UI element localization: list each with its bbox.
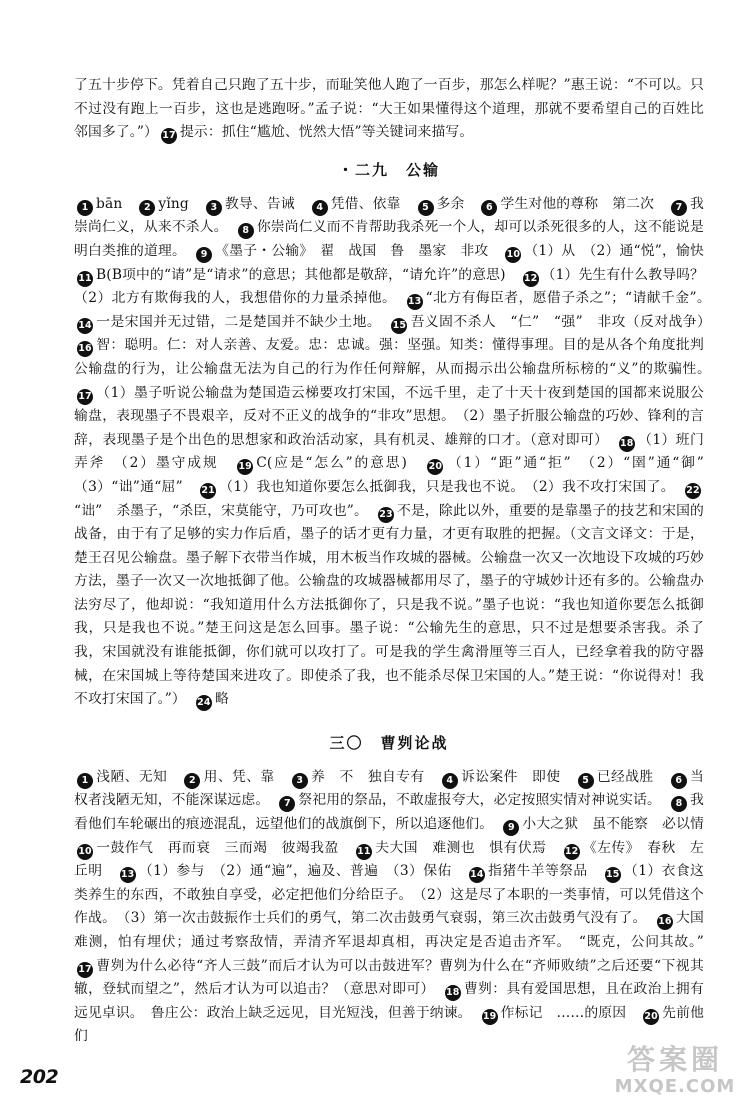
answer-number-badge: 15 xyxy=(391,318,407,334)
answer-text: 浅陋、无知 xyxy=(96,768,182,785)
answer-number-badge: 19 xyxy=(237,459,253,475)
section-caogui xyxy=(74,766,718,1049)
answer-text: yǐng xyxy=(158,195,203,212)
answer-text: 养 不 独自专有 xyxy=(310,768,439,785)
answer-number-badge: 7 xyxy=(279,796,295,812)
answer-number-badge: 19 xyxy=(482,1009,498,1025)
answer-number-badge: 18 xyxy=(445,985,461,1001)
page-number: 202 xyxy=(20,1066,59,1088)
answer-number-badge: 22 xyxy=(685,483,701,499)
answer-number-badge: 14 xyxy=(469,867,485,883)
answer-text: 先前他们 xyxy=(74,1004,705,1045)
answer-number-badge: 21 xyxy=(200,483,216,499)
answer-text: 当权者浅陋无知，不能深谋远虑。 xyxy=(74,768,705,809)
answer-number-badge: 10 xyxy=(77,844,93,860)
answer-number-badge: 11 xyxy=(356,844,372,860)
answer-paragraph xyxy=(74,766,718,1049)
answer-text: （1）班门弄斧 （2）墨守成规 xyxy=(74,431,704,472)
answer-number-badge: 9 xyxy=(196,247,212,263)
answer-text: 提示：抓住“尴尬、恍然大悟”等关键词来描写。 xyxy=(179,124,474,141)
answer-number-badge: 2 xyxy=(139,200,155,216)
answer-number-badge: 8 xyxy=(238,223,254,239)
answer-text: 了五十步停下。凭着自己只跑了五十步，而耻笑他人跑了一百步，那怎么样呢？”惠王说：“不可以。只不过没有跑上一百步，这也是逃跑呀。”孟子说：“大王如果懂得这个道理，那就不要希望自己的百姓比邻国多了。”） xyxy=(74,77,704,141)
answer-number-badge: 17 xyxy=(77,962,93,978)
answer-text: 曹刿：具有爱国思想，且在政治上拥有远见卓识。 鲁庄公：政治上缺乏远见，目光短浅，但善于纳谏。 xyxy=(74,981,704,1021)
answer-text: 用、凭、靠 xyxy=(203,768,289,785)
answer-text: 一是宋国并无过错，二是楚国并不缺少土地。 xyxy=(96,313,389,330)
answer-number-badge: 8 xyxy=(671,796,687,812)
answer-text: （1）我也知道你要怎么抵御我，只是我也不说。 （2）我不攻打宋国了。 xyxy=(219,478,682,495)
answer-text: B(B项中的“请”是“请求”的意思；其他都是敬辞，“请允许”的意思) xyxy=(96,266,520,283)
answer-number-badge: 14 xyxy=(77,318,93,334)
answer-text: 诉讼案件 即使 xyxy=(460,768,575,785)
answer-paragraph xyxy=(74,193,718,712)
answer-page xyxy=(74,74,718,1049)
answer-number-badge: 13 xyxy=(120,867,136,883)
answer-number-badge: 9 xyxy=(503,820,519,836)
answer-text: 教导、告诫 xyxy=(224,195,309,212)
section-heading-gongshu: ・二九 公输 xyxy=(337,160,440,179)
answer-text: 你崇尚仁义而不肯帮助我杀死一个人，却可以杀死很多的人，这不能说是明白类推的道理。 xyxy=(74,219,704,259)
answer-text: 略 xyxy=(214,691,229,708)
answer-number-badge: 4 xyxy=(442,773,458,789)
answer-text: 大国难测，怕有埋伏；通过考察敌情，弄清齐军退却真相，再决定是否追击齐军。 “既克，公问其故。” xyxy=(74,910,718,950)
answer-text: 已经战胜 xyxy=(596,768,668,785)
answer-number-badge: 23 xyxy=(378,507,394,523)
answer-text: 《左传》 春秋 左丘明 xyxy=(74,839,705,880)
answer-text: 指猪牛羊等祭品 xyxy=(487,863,602,880)
answer-text: （1）从 （2）通“悦”，愉快 xyxy=(524,242,718,259)
section-gongshu xyxy=(74,193,718,712)
answer-number-badge: 17 xyxy=(161,128,177,144)
answer-text: （1）先生有什么教导吗？ （2）北方有欺侮我的人，我想借你的力量杀掉他。 xyxy=(74,266,718,307)
answer-paragraph xyxy=(74,74,704,145)
answer-text: 作标记 ……的原因 xyxy=(500,1004,641,1021)
answer-text: 夫大国 难测也 惧有伏焉 xyxy=(374,839,561,856)
section-heading-caogui: 三〇 曹刿论战 xyxy=(329,733,449,752)
answer-text: “诎” 杀墨子，“杀臣，宋莫能守，乃可攻也”。 xyxy=(74,502,376,519)
answer-text: 智：聪明。仁：对人亲善、友爱。忠：忠诚。强：坚强。知类：懂得事理。目的是从各个角度批判公输盘的行为，让公输盘无法为自己的行为作任何辩解，从而揭示出公输盘所标榜的“义”的欺骗性。 xyxy=(74,337,718,377)
answer-number-badge: 1 xyxy=(77,200,93,216)
answer-number-badge: 6 xyxy=(671,773,687,789)
answer-text: （1）参与 （2）通“遍”，遍及、普遍 （3）保佑 xyxy=(138,863,466,880)
answer-number-badge: 5 xyxy=(578,773,594,789)
watermark-url: MXQE.COM xyxy=(614,1076,736,1097)
watermark xyxy=(605,1044,745,1100)
answer-number-badge: 1 xyxy=(77,773,93,789)
answer-number-badge: 16 xyxy=(657,914,673,930)
answer-number-badge: 5 xyxy=(418,200,434,216)
answer-text: 曹刿为什么必待“齐人三鼓”而后才认为可以击鼓进军？曹刿为什么在“齐师败绩”之后还要“下视其辙，登轼而望之”，然后才认为可以追击？（意思对即可） xyxy=(74,957,704,998)
answer-text: 我看他们车轮碾出的痕迹混乱，远望他们的战旗倒下，所以追逐他们。 xyxy=(74,792,704,833)
answer-text: 学生对他的尊称 第二次 xyxy=(500,195,669,212)
answer-text: 祭祀用的祭品，不敢虚报夸大，必定按照实情对神说实话。 xyxy=(298,792,669,809)
answer-number-badge: 3 xyxy=(206,200,222,216)
answer-text: C(应是“怎么”的意思) xyxy=(256,455,425,472)
answer-number-badge: 12 xyxy=(523,271,539,287)
answer-text: （1）“距”通“拒” （2）“圉”通“御” （3）“诎”通“屈” xyxy=(74,455,718,495)
answer-number-badge: 20 xyxy=(643,1009,659,1025)
answer-number-badge: 12 xyxy=(564,844,580,860)
answer-number-badge: 16 xyxy=(77,341,93,357)
answer-number-badge: 24 xyxy=(196,695,212,711)
answer-number-badge: 18 xyxy=(619,436,635,452)
answer-text: 吾义固不杀人 “仁” “强” 非攻（反对战争） xyxy=(410,313,718,330)
answer-number-badge: 4 xyxy=(312,200,328,216)
section-mencius-continued xyxy=(74,74,704,145)
answer-number-badge: 6 xyxy=(481,200,497,216)
watermark-logo: 答案圈 xyxy=(626,1043,723,1076)
answer-text: 一鼓作气 再而衰 三而竭 彼竭我盈 xyxy=(96,839,353,856)
answer-text: 小大之狱 虽不能察 必以情 xyxy=(522,816,718,833)
answer-text: 不是，除此以外，重要的是靠墨子的技艺和宋国的战备，由于有了足够的实力作后盾，墨子的话才更有力量，才更有取胜的把握。（文言文译文：于是，楚王召见公输盘。墨子解下衣带当作城，用木板当作攻城的器械。公输盘一次又一次地设下攻城的巧妙方法，墨子一次又一次地抵御了他。公输盘的攻城器械都用尽了，墨子的守城妙计还有多的。公输盘办法穷尽了，他却说：“我知道用什么方法抵御你了，只是我不说。”墨子也说：“我也知道你要怎么抵御我，只是我也不说。”楚王问这是怎么回事。墨子说：“公输先生的意思，只不过是想要杀害我。杀了我，宋国就没有谁能抵御，你们就可以攻打了。可是我的学生禽滑厘等三百人，已经拿着我的防守器械，在宋国城上等待楚国来进攻了。即使杀了我，也不能杀尽保卫宋国的人。”楚王说：“你说得对！我不攻打宋国了。”） xyxy=(74,502,704,708)
answer-text: 凭借、依靠 xyxy=(330,195,415,212)
answer-text: （1）墨子听说公输盘为楚国造云梯要攻打宋国，不远千里，走了十天十夜到楚国的国都来说服公输盘，表现墨子不畏艰辛，反对不正义的战争的“非攻”思想。 （2）墨子折服公输盘的巧妙、锋利的言辞，表现墨子是个出色的思想家和政治活动家，具有机灵、雄辩的口才。（意对即可） xyxy=(74,384,704,448)
answer-text: 多余 xyxy=(436,195,479,212)
answer-text: （1）衣食这类养生的东西，不敢独自享受，必定把他们分给臣子。 （2）这是尽了本职的一类事情，可以凭借这个作战。 （3）第一次击鼓振作士兵们的勇气，第二次击鼓勇气衰弱，第三次击鼓勇气没有了。 xyxy=(74,863,704,927)
answer-number-badge: 15 xyxy=(605,867,621,883)
answer-number-badge: 10 xyxy=(505,247,521,263)
answer-text: bān xyxy=(96,195,137,212)
answer-number-badge: 20 xyxy=(427,459,443,475)
answer-text: 《墨子・公输》 翟 战国 鲁 墨家 非攻 xyxy=(215,242,503,259)
answer-number-badge: 11 xyxy=(77,271,93,287)
answer-text: “北方有侮臣者，愿借子杀之”；“请献千金”。 xyxy=(425,290,718,307)
answer-number-badge: 2 xyxy=(184,773,200,789)
answer-number-badge: 3 xyxy=(292,773,308,789)
answer-number-badge: 17 xyxy=(77,389,93,405)
answer-number-badge: 7 xyxy=(671,200,687,216)
answer-text: 我崇尚仁义，从来不杀人。 xyxy=(74,195,704,236)
answer-number-badge: 13 xyxy=(407,294,423,310)
